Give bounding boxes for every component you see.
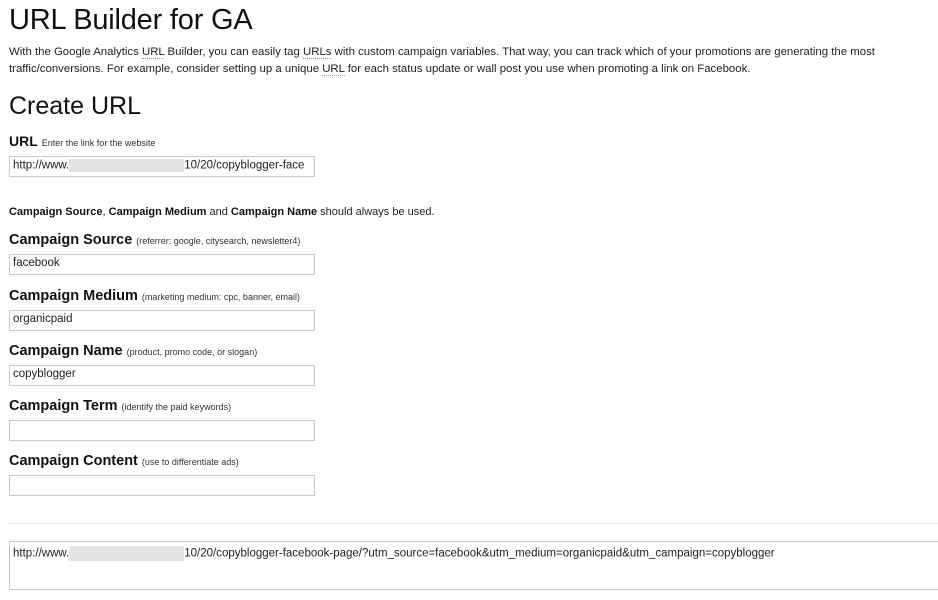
campaign-source-label: Campaign Source [9,232,133,248]
campaign-content-label: Campaign Content [9,453,138,469]
campaign-name-value: copyblogger [13,368,76,380]
campaign-medium-label: Campaign Medium [9,288,138,304]
campaign-content-label-row [9,452,239,470]
create-url-heading: Create URL [9,92,141,120]
intro-text-4: for each status update or wall post you use when promoting a link on Facebook. [344,63,751,75]
redacted-domain-output [69,546,184,561]
generated-url-prefix: http://www. [13,547,70,560]
required-fields-note [9,206,435,218]
note-sep-2: and [206,206,231,218]
campaign-source-hint: (referrer: google, citysearch, newsletter4) [136,236,301,246]
intro-paragraph [9,44,934,78]
campaign-term-label: Campaign Term [9,398,118,414]
intro-url-term: URL [141,46,165,58]
page-title: URL Builder for GA [9,4,253,36]
campaign-medium-label-row [9,287,300,305]
campaign-term-input[interactable] [9,420,315,441]
url-input[interactable] [9,156,315,177]
campaign-source-label-row [9,231,300,249]
generated-url-suffix: 10/20/copyblogger-facebook-page/?utm_source=facebook&utm_medium=organicpaid&utm_campaign=copyblogger [184,547,775,560]
url-label: URL [9,133,38,149]
intro-text-3: with custom campaign variables. That way, you can track which of your promotions are generating the most traffic/conversions. For example, consider setting up a unique [9,46,875,75]
campaign-name-hint: (product, promo code, or slogan) [126,347,258,357]
url-label-row [9,133,155,151]
intro-urls-term: URLs [303,46,332,58]
campaign-medium-input[interactable] [9,310,315,331]
campaign-content-input[interactable] [9,475,315,496]
campaign-medium-value: organicpaid [13,313,73,325]
campaign-source-input[interactable] [9,254,315,275]
note-sep-1: , [102,206,109,218]
intro-text-2: Builder, you can easily tag [164,46,304,58]
campaign-content-hint: (use to differentiate ads) [141,457,239,467]
campaign-term-label-row [9,397,231,415]
note-medium: Campaign Medium [108,206,207,218]
note-name: Campaign Name [230,206,318,218]
campaign-name-input[interactable] [9,365,315,386]
url-value-suffix: 10/20/copyblogger-face [184,159,305,172]
note-tail: should always be used. [317,206,435,218]
campaign-name-label: Campaign Name [9,343,123,359]
generated-url-output[interactable] [9,541,938,590]
intro-text-1: With the Google Analytics [9,46,142,58]
campaign-term-hint: (identify the paid keywords) [121,402,232,412]
intro-url-term-2: URL [322,63,345,75]
url-hint: Enter the link for the website [41,138,156,148]
url-value-prefix: http://www. [13,159,70,172]
campaign-medium-hint: (marketing medium: cpc, banner, email) [141,292,300,302]
note-source: Campaign Source [9,206,103,218]
campaign-source-value: facebook [13,257,60,269]
redacted-domain [69,159,184,172]
divider [9,523,938,524]
campaign-name-label-row [9,342,257,360]
